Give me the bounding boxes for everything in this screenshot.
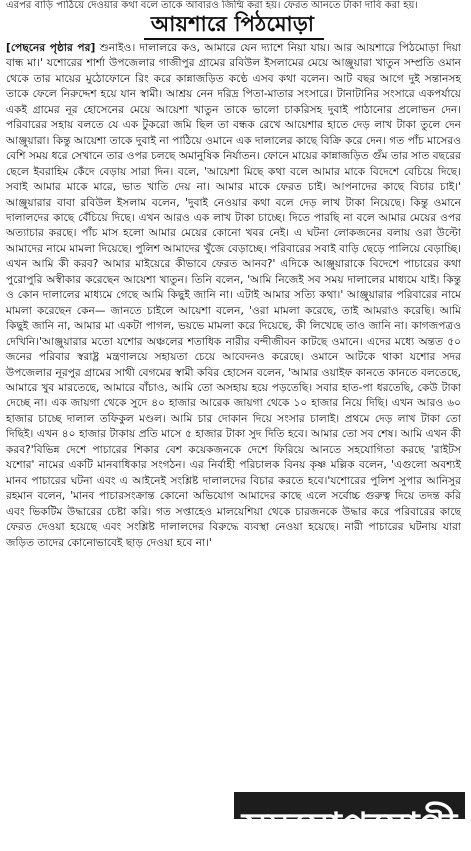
continuation-label: [পেছনের পৃষ্ঠার পর] bbox=[6, 42, 96, 54]
headline-underline bbox=[144, 38, 324, 40]
article-headline: আয়শারে পিঠমোড়া bbox=[150, 12, 315, 36]
previous-text-fragment: এরপর বাড়ি পাঠিয়ে দেওয়ার কথা বলে তাকে আবারও জিম্মি করা হয়। ফেরত আনতে টাকা দাবি করা হয়। bbox=[6, 0, 418, 11]
promo-banner bbox=[234, 792, 465, 851]
article-text: শুনাইও। দালালরে কও, আমারে যেন দ্যাশে নিয়া যায়। আর আয়শারে পিঠমোড়া দিয়া বান্ধ মা।' যশোরের শার্শা উপজেলার গাজীপুর গ্রামের রবিউল ইসলামের মেয়ে আঞ্জুয়ারা খাতুন সম্প্রতি ওমান থেকে তার মায়ের মুঠোফোনে রিং করে কান্নাজড়িত কণ্ঠে এসব কথা বলেন। আট বছর আগে দুই সন্তানসহ তাকে ফেলে নিরুদ্দেশ হয়ে যান স্বামী। আশ্রয় নেন দরিদ্র পিতা-মাতার সংসারে। টানাটানির সংসারে একপর্যায়ে একই গ্রামের নূর হোসেনের মেয়ে আয়েশা খাতুন তাকে ভালো চাকরিসহ দুবাই পাঠানোর প্রলোভন দেন। পরিবারের সহায় বলতে যে এক টুকরো জমি ছিল তা বন্ধক রেখে আয়েশার হাতে দেড় লাখ টাকা তুলে দেন আঞ্জুয়ারা। কিন্তু আয়েশা তাকে দুবাই না পাঠিয়ে ওমানে এক দালালের কাছে বিক্রি করে দেন। গত পাঁচ মাসেরও বেশি সময় ধরে সেখানে তার ওপর চলছে অমানুষিক নির্যাতন। ফোনে মায়ের কান্নাজড়িত গুঁম তার সাত বছরের ছেলে ইবরাহিম কেঁদে বেড়ায় সারা দিন। বলে, 'আয়েশা মিছে কথা বলে আমার মাকে বিদেশে বেচিয়ে দিছে। সবাই আমার মাকে মারে, ভাত খাতি দেয় না। আমার মাকে ফেরত চাই। আপনাদের কাছে বিচার চাই।' আঞ্জুয়ারার বাবা রবিউল ইসলাম বলেন, 'দুবাই নেওয়ার কথা বলে দেড় লাখ টাকা নিয়েছে। কিন্তু ওমানে দালালদের কাছে বেঁচিয়ে দিছে। এখন আরও এক লাখ টাকা চাচ্ছে। দিতে পারছি না বলে আমার মেয়ের ওপর অত্যাচার করছে। পাঁচ মাস হলো আমার মেয়ের কোনো খবর নেই। এ ঘটনা লোকজনের বলায় ওরা উল্টো আমাদের নামে মামলা দিয়েছে। পুলিশ আমাদের খুঁজে বেড়াচ্ছে। পরিবারের সবাই বাড়ি ছেড়ে পালিয়ে বেড়াচ্ছি। এখন আমি কী করব? আমার মাইয়েরে কীভাবে ফেরত আনব?' এদিকে আঞ্জুয়ারাকে বিদেশে পাচারের কথা পুরোপুরি অস্বীকার করেছেন আয়েশা খাতুন। তিনি বলেন, 'আমি নিজেই সব সময় দালালের মাধ্যমে যাই। কিন্তু ও কোন দালালের মাধ্যমে গেছে আমি কিছুই জানি না। এটাই আমার সত্যি কথা।' আঞ্জুয়ারার পরিবারের নামে মামলা করেছেন কেন— জানতে চাইলে আয়েশা বলেন, 'ওরা মামলা করেছে, তাই আমরাও করেছি। আমি কিছুই জানি না, আমার মা একটা পাগল, ভয়ভে মামলা করে দিয়েছে, কী লিখেছে তাও জানি না। কাগজপত্রও দেখিনি।'আঞ্জুয়ারার মতো যশোর অঞ্চলের শতাধিক নারীর বন্দীজীবন কাটছে ওমানে। এদের মধ্যে অন্তত ৫০ জনের পরিবার স্বরাষ্ট্র মন্ত্রণালয়ে সহায়তা চেয়ে আবেদনও করেছে। ওমানে আটকে থাকা যশোর সদর উপজেলার নূরপুর গ্রামের সাথী বেগমের স্বামী কবির হোসেন বলেন, 'আমার ওয়াইফ কানতে কানতে বলতেছে, আমারে খুব মারতেছে, আমারে বাঁচাও, আমি তো অসহায় হয়ে পড়তেছি। সবার হাত-পা ধরতেছি, কেউ টাকা দেচ্ছে না। এক জায়গা থেকে সুদে ৪০ হাজার আরেক জায়গা থেকে ১০ হাজার নিয়ে দিছি। এখন আরও ৬০ হাজার চাচ্ছে দালাল তফিকুল মণ্ডল। আমি চার দোকান দিয়ে সংসার চালাই। প্রথমে দেড় লাখ টাকা তো দিছিই। এখন ৪০ হাজার টাকায় প্রতি মাসে ৫ হাজার টাকা সুদ দিতি হবে। আমার তো সব শেষ। আমি এখন কী করব?'বিভিন্ন দেশে পাচারের শিকার বেশ কয়েকজনকে দেশে ফিরিয়ে আনতে সহযোগিতা করছে 'রাইটস যশোর' নামের একটি মানবাধিকার সংগঠন। এর নির্বাহী পরিচালক বিনয় কৃষ্ণ মল্লিক বলেন, 'এগুলো অবশ্যই মানব পাচারের ঘটনা এবং এ আইনেই সংশ্লিষ্ট দালালদের বিচার করতে হবে।'যশোরের পুলিশ সুপার আনিসুর রহমান বলেন, 'মানব পাচারসংক্রান্ত কোনো অভিযোগ আমাদের কাছে এলে সর্বোচ্চ গুরুত্ব দিয়ে তদন্ত করি এবং ভিকটিম উদ্ধারের চেষ্টা করি। গত সপ্তাহেও মালয়েশিয়া থেকে চারজনকে উদ্ধার করে পরিবারের কাছে ফেরত দেওয়া হয়েছে এবং সংশ্লিষ্ট দালালদের বিরুদ্ধে ব্যবস্থা নেওয়া হয়েছে। নারী পাচারের ঘটনায় যারা জড়িত তাদের কোনোভাবেই ছাড় দেওয়া হবে না।' bbox=[6, 42, 461, 549]
article-body bbox=[6, 41, 461, 551]
promo-headline: সময়োপযোগী bbox=[241, 805, 458, 851]
article-paragraph bbox=[6, 41, 461, 551]
